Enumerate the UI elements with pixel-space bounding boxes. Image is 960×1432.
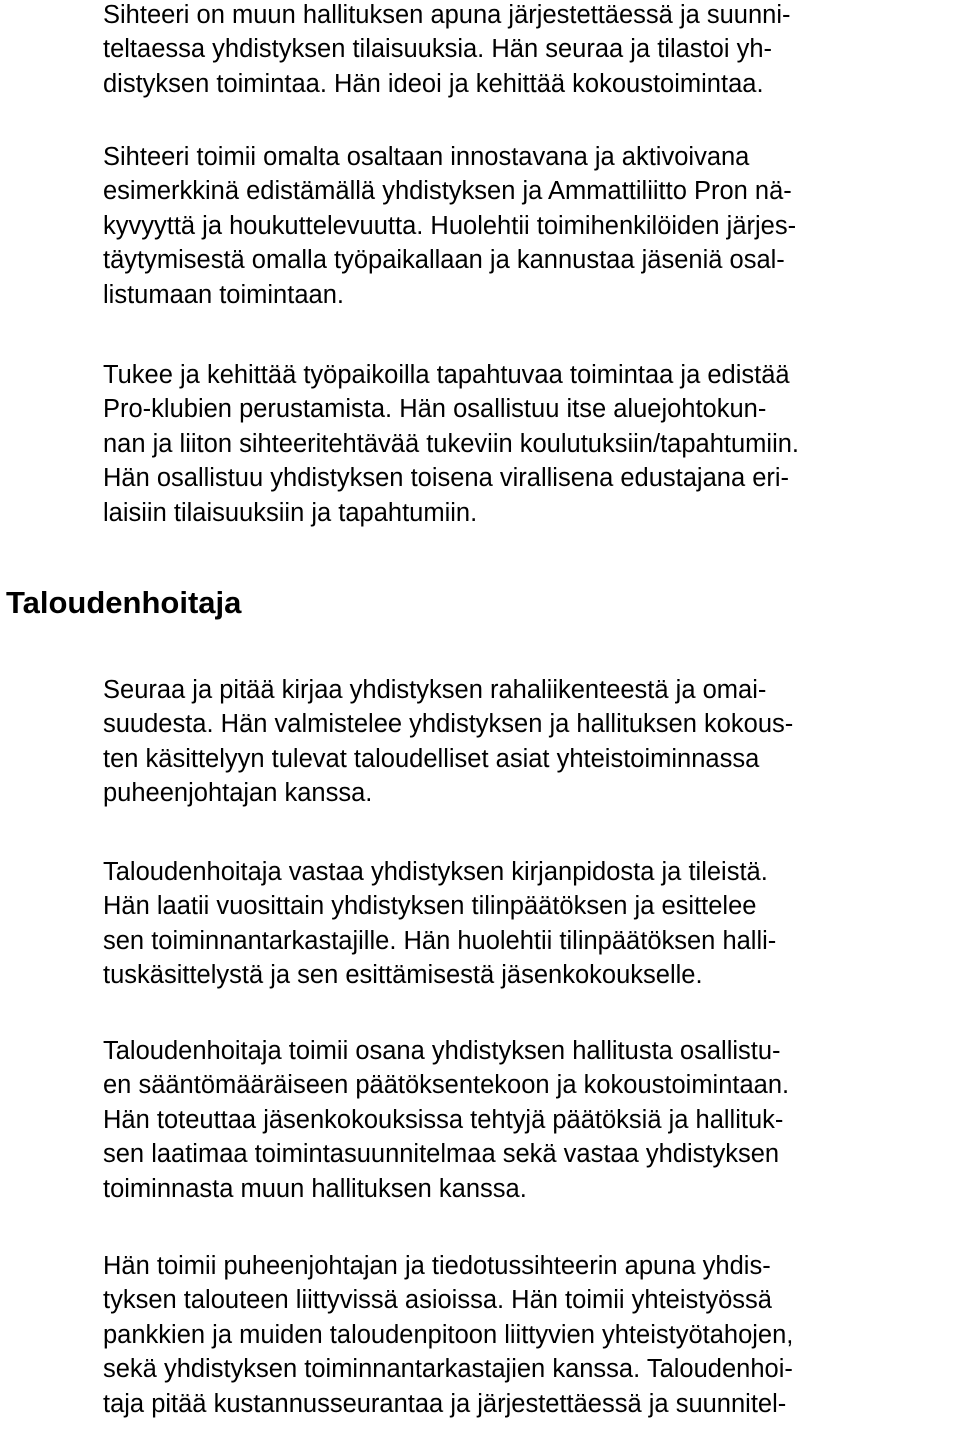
text-line: en sääntömääräiseen päätöksentekoon ja kokoustoimintaan. bbox=[103, 1071, 790, 1100]
text-line: listumaan toimintaan. bbox=[103, 280, 344, 309]
text-line: teltaessa yhdistyksen tilaisuuksia. Hän seuraa ja tilastoi yh- bbox=[103, 35, 772, 64]
text-line: puheenjohtajan kanssa. bbox=[103, 779, 373, 808]
text-line: sen laatimaa toimintasuunnitelmaa sekä vastaa yhdistyksen bbox=[103, 1140, 780, 1169]
text-line: Sihteeri on muun hallituksen apuna järjestettäessä ja suunni- bbox=[103, 1, 791, 29]
text-line: Tukee ja kehittää työpaikoilla tapahtuvaa toimintaa ja edistää bbox=[103, 361, 790, 389]
text-line: Hän toimii puheenjohtajan ja tiedotussihteerin apuna yhdis- bbox=[103, 1252, 771, 1280]
text-line: täytymisestä omalla työpaikallaan ja kannustaa jäseniä osal- bbox=[103, 246, 785, 275]
text-line: taja pitää kustannusseurantaa ja järjestettäessä ja suunnitel- bbox=[103, 1389, 787, 1418]
text-line: kyvyyttä ja houkuttelevuutta. Huolehtii toimihenkilöiden järjes- bbox=[103, 211, 797, 240]
text-line: tuskäsittelystä ja sen esittämisestä jäsenkokoukselle. bbox=[103, 961, 703, 990]
paragraph-taloudenhoitaja-board bbox=[103, 1034, 953, 1206]
paragraph-sihteeri-support bbox=[103, 358, 953, 530]
text-line: Hän laatii vuosittain yhdistyksen tilinpäätöksen ja esittelee bbox=[103, 892, 757, 921]
text-line: Taloudenhoitaja vastaa yhdistyksen kirjanpidosta ja tileistä. bbox=[103, 858, 768, 886]
text-line: nan ja liiton sihteeritehtävää tukeviin koulutuksiin/tapahtumiin. bbox=[103, 429, 799, 458]
text-line: ten käsittelyyn tulevat taloudelliset asiat yhteistoiminnassa bbox=[103, 744, 760, 773]
text-line: laisiin tilaisuuksiin ja tapahtumiin. bbox=[103, 498, 478, 527]
text-line: tyksen talouteen liittyvissä asioissa. Hän toimii yhteistyössä bbox=[103, 1286, 772, 1315]
text-line: Sihteeri toimii omalta osaltaan innostavana ja aktivoivana bbox=[103, 143, 750, 171]
text-line: esimerkkinä edistämällä yhdistyksen ja Ammattiliitto Pron nä- bbox=[103, 177, 792, 206]
text-line: Hän toteuttaa jäsenkokouksissa tehtyjä päätöksiä ja hallituk- bbox=[103, 1105, 784, 1134]
text-line: sen toiminnantarkastajille. Hän huolehtii tilinpäätöksen halli- bbox=[103, 926, 777, 955]
paragraph-taloudenhoitaja-accounts bbox=[103, 855, 953, 993]
text-line: sekä yhdistyksen toiminnantarkastajien kanssa. Taloudenhoi- bbox=[103, 1355, 793, 1384]
paragraph-taloudenhoitaja-bookkeeping bbox=[103, 673, 953, 811]
text-line: toiminnasta muun hallituksen kanssa. bbox=[103, 1174, 527, 1203]
paragraph-sihteeri-role bbox=[103, 140, 953, 312]
paragraph-taloudenhoitaja-cooperation bbox=[103, 1249, 953, 1421]
text-line: Pro-klubien perustamista. Hän osallistuu itse aluejohtokun- bbox=[103, 395, 767, 424]
text-line: Hän osallistuu yhdistyksen toisena virallisena edustajana eri- bbox=[103, 464, 790, 493]
paragraph-sihteeri-events bbox=[103, 0, 953, 101]
text-line: suudesta. Hän valmistelee yhdistyksen ja hallituksen kokous- bbox=[103, 710, 794, 739]
text-line: distyksen toimintaa. Hän ideoi ja kehittää kokoustoimintaa. bbox=[103, 69, 764, 98]
section-heading: Taloudenhoitaja bbox=[6, 585, 242, 620]
text-line: Taloudenhoitaja toimii osana yhdistyksen hallitusta osallistu- bbox=[103, 1037, 781, 1065]
text-line: Seuraa ja pitää kirjaa yhdistyksen rahaliikenteestä ja omai- bbox=[103, 676, 767, 704]
text-line: pankkien ja muiden taloudenpitoon liittyvien yhteistyötahojen, bbox=[103, 1320, 794, 1349]
